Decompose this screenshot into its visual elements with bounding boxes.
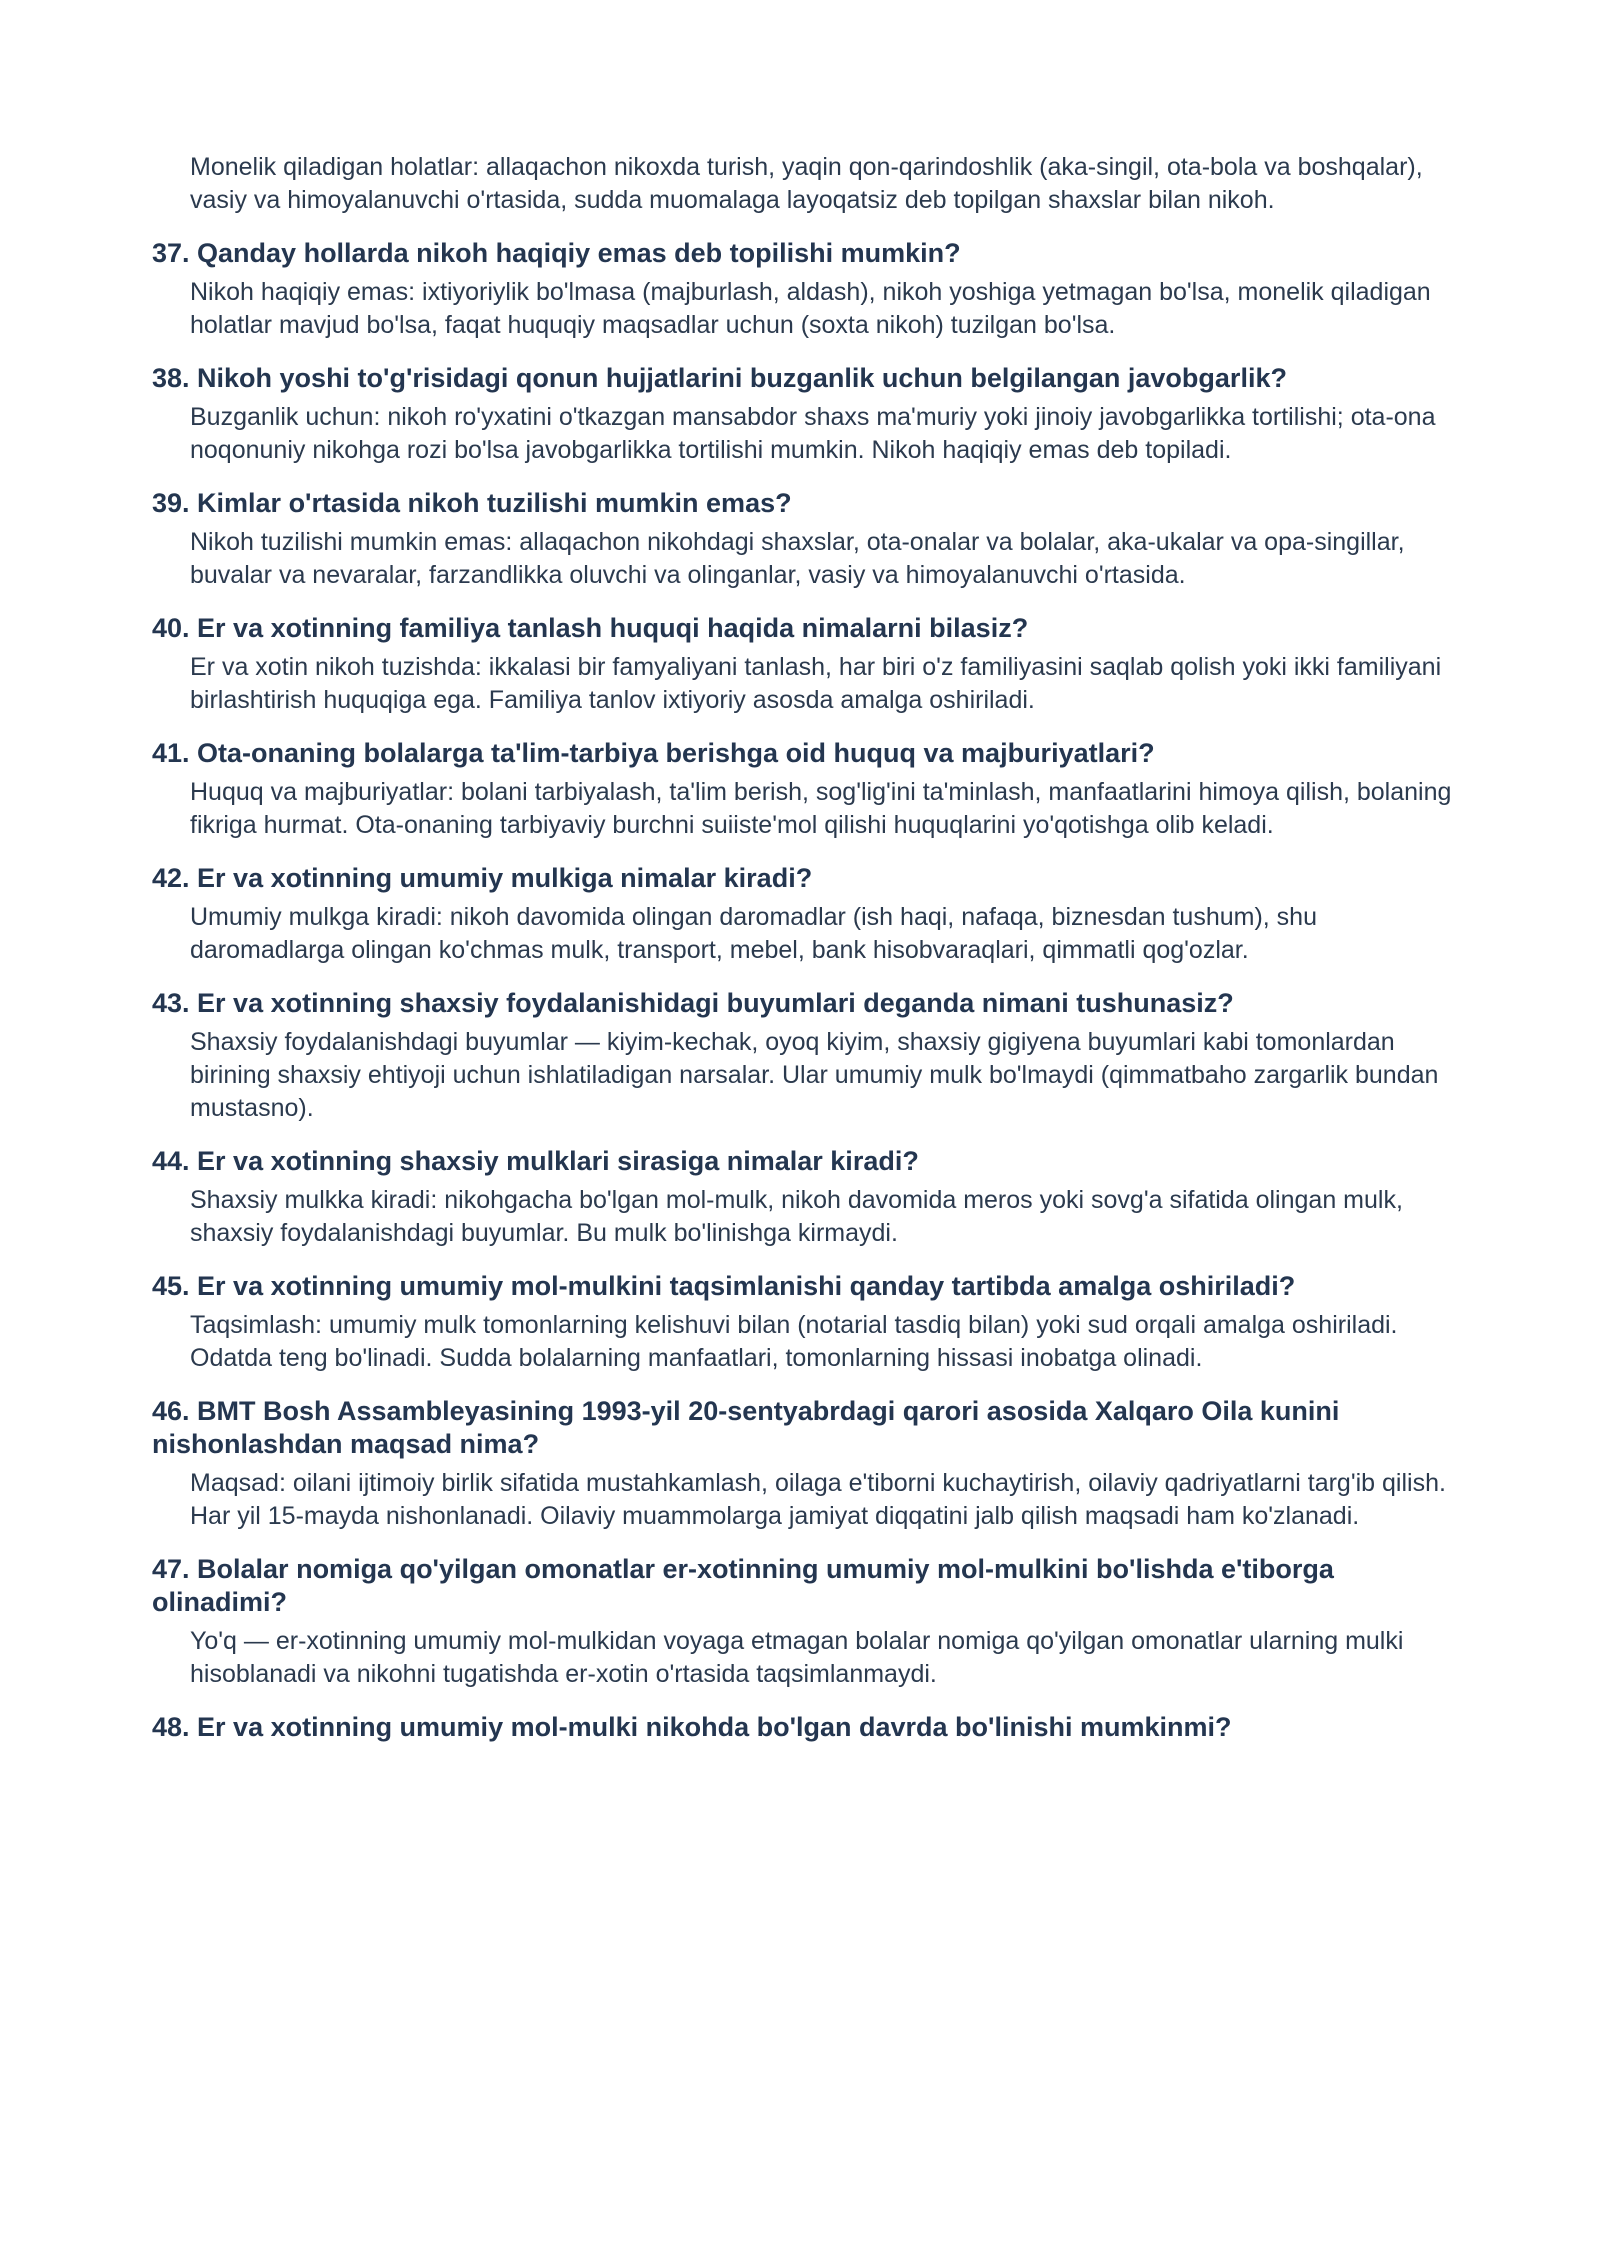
- question-heading: 37. Qanday hollarda nikoh haqiqiy emas deb topilishi mumkin?: [152, 238, 961, 268]
- qa-item-44: [152, 1145, 1452, 1250]
- answer-paragraph: Nikoh haqiqiy emas: ixtiyoriylik bo'lmasa (majburlash, aldash), nikoh yoshiga yetmagan bo'lsa, monelik qiladigan holatlar mavjud bo'lsa, faqat huquqiy maqsadlar uchun (soxta nikoh) tuzilgan bo'lsa.: [190, 278, 1431, 339]
- qa-item-45: [152, 1270, 1452, 1375]
- qa-item-46: [152, 1395, 1452, 1533]
- qa-item-41: [152, 737, 1452, 842]
- answer-paragraph: Umumiy mulkga kiradi: nikoh davomida olingan daromadlar (ish haqi, nafaqa, biznesdan tushum), shu daromadlarga olingan ko'chmas mulk, transport, mebel, bank hisobvaraqlari, qimmatli qog'ozlar.: [190, 903, 1317, 964]
- answer-paragraph: Maqsad: oilani ijtimoiy birlik sifatida mustahkamlash, oilaga e'tiborni kuchaytirish, oilaviy qadriyatlarni targ'ib qilish. Har yil 15-mayda nishonlanadi. Oilaviy muammolarga jamiyat diqqatini jalb qilish maqsadi ham ko'zlanadi.: [190, 1469, 1446, 1530]
- answer-paragraph: Nikoh tuzilishi mumkin emas: allaqachon nikohdagi shaxslar, ota-onalar va bolalar, aka-ukalar va opa-singillar, buvalar va nevaralar, farzandlikka oluvchi va olinganlar, vasiy va himoyalanuvchi o'rtasida.: [190, 528, 1405, 589]
- intro-paragraph: Monelik qiladigan holatlar: allaqachon nikoxda turish, yaqin qon-qarindoshlik (aka-singil, ota-bola va boshqalar), vasiy va himoyalanuvchi o'rtasida, sudda muomalaga layoqatsiz deb topilgan shaxslar bilan nikoh.: [190, 153, 1423, 214]
- qa-item-38: [152, 362, 1452, 467]
- document-page: [152, 151, 1452, 1764]
- question-heading: 42. Er va xotinning umumiy mulkiga nimalar kiradi?: [152, 863, 813, 893]
- question-heading: 39. Kimlar o'rtasida nikoh tuzilishi mumkin emas?: [152, 488, 792, 518]
- question-heading: 46. BMT Bosh Assambleyasining 1993-yil 20-sentyabrdagi qarori asosida Xalqaro Oila kunini nishonlashdan maqsad nima?: [152, 1396, 1340, 1459]
- qa-item-40: [152, 612, 1452, 717]
- question-heading: 40. Er va xotinning familiya tanlash huquqi haqida nimalarni bilasiz?: [152, 613, 1029, 643]
- answer-paragraph: Shaxsiy mulkka kiradi: nikohgacha bo'lgan mol-mulk, nikoh davomida meros yoki sovg'a sifatida olingan mulk, shaxsiy foydalanishdagi buyumlar. Bu mulk bo'linishga kirmaydi.: [190, 1186, 1403, 1247]
- question-heading: 43. Er va xotinning shaxsiy foydalanishidagi buyumlari deganda nimani tushunasiz?: [152, 988, 1234, 1018]
- question-heading: 38. Nikoh yoshi to'g'risidagi qonun hujjatlarini buzganlik uchun belgilangan javobgarlik?: [152, 363, 1287, 393]
- qa-item-42: [152, 862, 1452, 967]
- qa-item-48: [152, 1711, 1452, 1744]
- answer-paragraph: Er va xotin nikoh tuzishda: ikkalasi bir famyaliyani tanlash, har biri o'z familiyasini saqlab qolish yoki ikki familiyani birlashtirish huquqiga ega. Familiya tanlov ixtiyoriy asosda amalga oshiriladi.: [190, 653, 1442, 714]
- qa-item-37: [152, 237, 1452, 342]
- question-heading: 41. Ota-onaning bolalarga ta'lim-tarbiya berishga oid huquq va majburiyatlari?: [152, 738, 1155, 768]
- question-heading: 45. Er va xotinning umumiy mol-mulkini taqsimlanishi qanday tartibda amalga oshiriladi?: [152, 1271, 1296, 1301]
- question-heading: 47. Bolalar nomiga qo'yilgan omonatlar er-xotinning umumiy mol-mulkini bo'lishda e'tiborga olinadimi?: [152, 1554, 1334, 1617]
- qa-item-39: [152, 487, 1452, 592]
- question-heading: 44. Er va xotinning shaxsiy mulklari sirasiga nimalar kiradi?: [152, 1146, 919, 1176]
- answer-paragraph: Shaxsiy foydalanishdagi buyumlar — kiyim-kechak, oyoq kiyim, shaxsiy gigiyena buyumlari kabi tomonlardan birining shaxsiy ehtiyoji uchun ishlatiladigan narsalar. Ular umumiy mulk bo'lmaydi (qimmatbaho zargarlik bundan mustasno).: [190, 1028, 1439, 1122]
- answer-paragraph: Huquq va majburiyatlar: bolani tarbiyalash, ta'lim berish, sog'lig'ini ta'minlash, manfaatlarini himoya qilish, bolaning fikriga hurmat. Ota-onaning tarbiyaviy burchni suiiste'mol qilishi huquqlarini yo'qotishga olib keladi.: [190, 778, 1452, 839]
- question-heading: 48. Er va xotinning umumiy mol-mulki nikohda bo'lgan davrda bo'linishi mumkinmi?: [152, 1712, 1232, 1742]
- answer-paragraph: Yo'q — er-xotinning umumiy mol-mulkidan voyaga etmagan bolalar nomiga qo'yilgan omonatlar ularning mulki hisoblanadi va nikohni tugatishda er-xotin o'rtasida taqsimlanmaydi.: [190, 1627, 1404, 1688]
- answer-paragraph: Buzganlik uchun: nikoh ro'yxatini o'tkazgan mansabdor shaxs ma'muriy yoki jinoiy javobgarlikka tortilishi; ota-ona noqonuniy nikohga rozi bo'lsa javobgarlikka tortilishi mumkin. Nikoh haqiqiy emas deb topiladi.: [190, 403, 1436, 464]
- qa-item-43: [152, 987, 1452, 1125]
- qa-item-47: [152, 1553, 1452, 1691]
- answer-paragraph: Taqsimlash: umumiy mulk tomonlarning kelishuvi bilan (notarial tasdiq bilan) yoki sud orqali amalga oshiriladi. Odatda teng bo'linadi. Sudda bolalarning manfaatlari, tomonlarning hissasi inobatga olinadi.: [190, 1311, 1398, 1372]
